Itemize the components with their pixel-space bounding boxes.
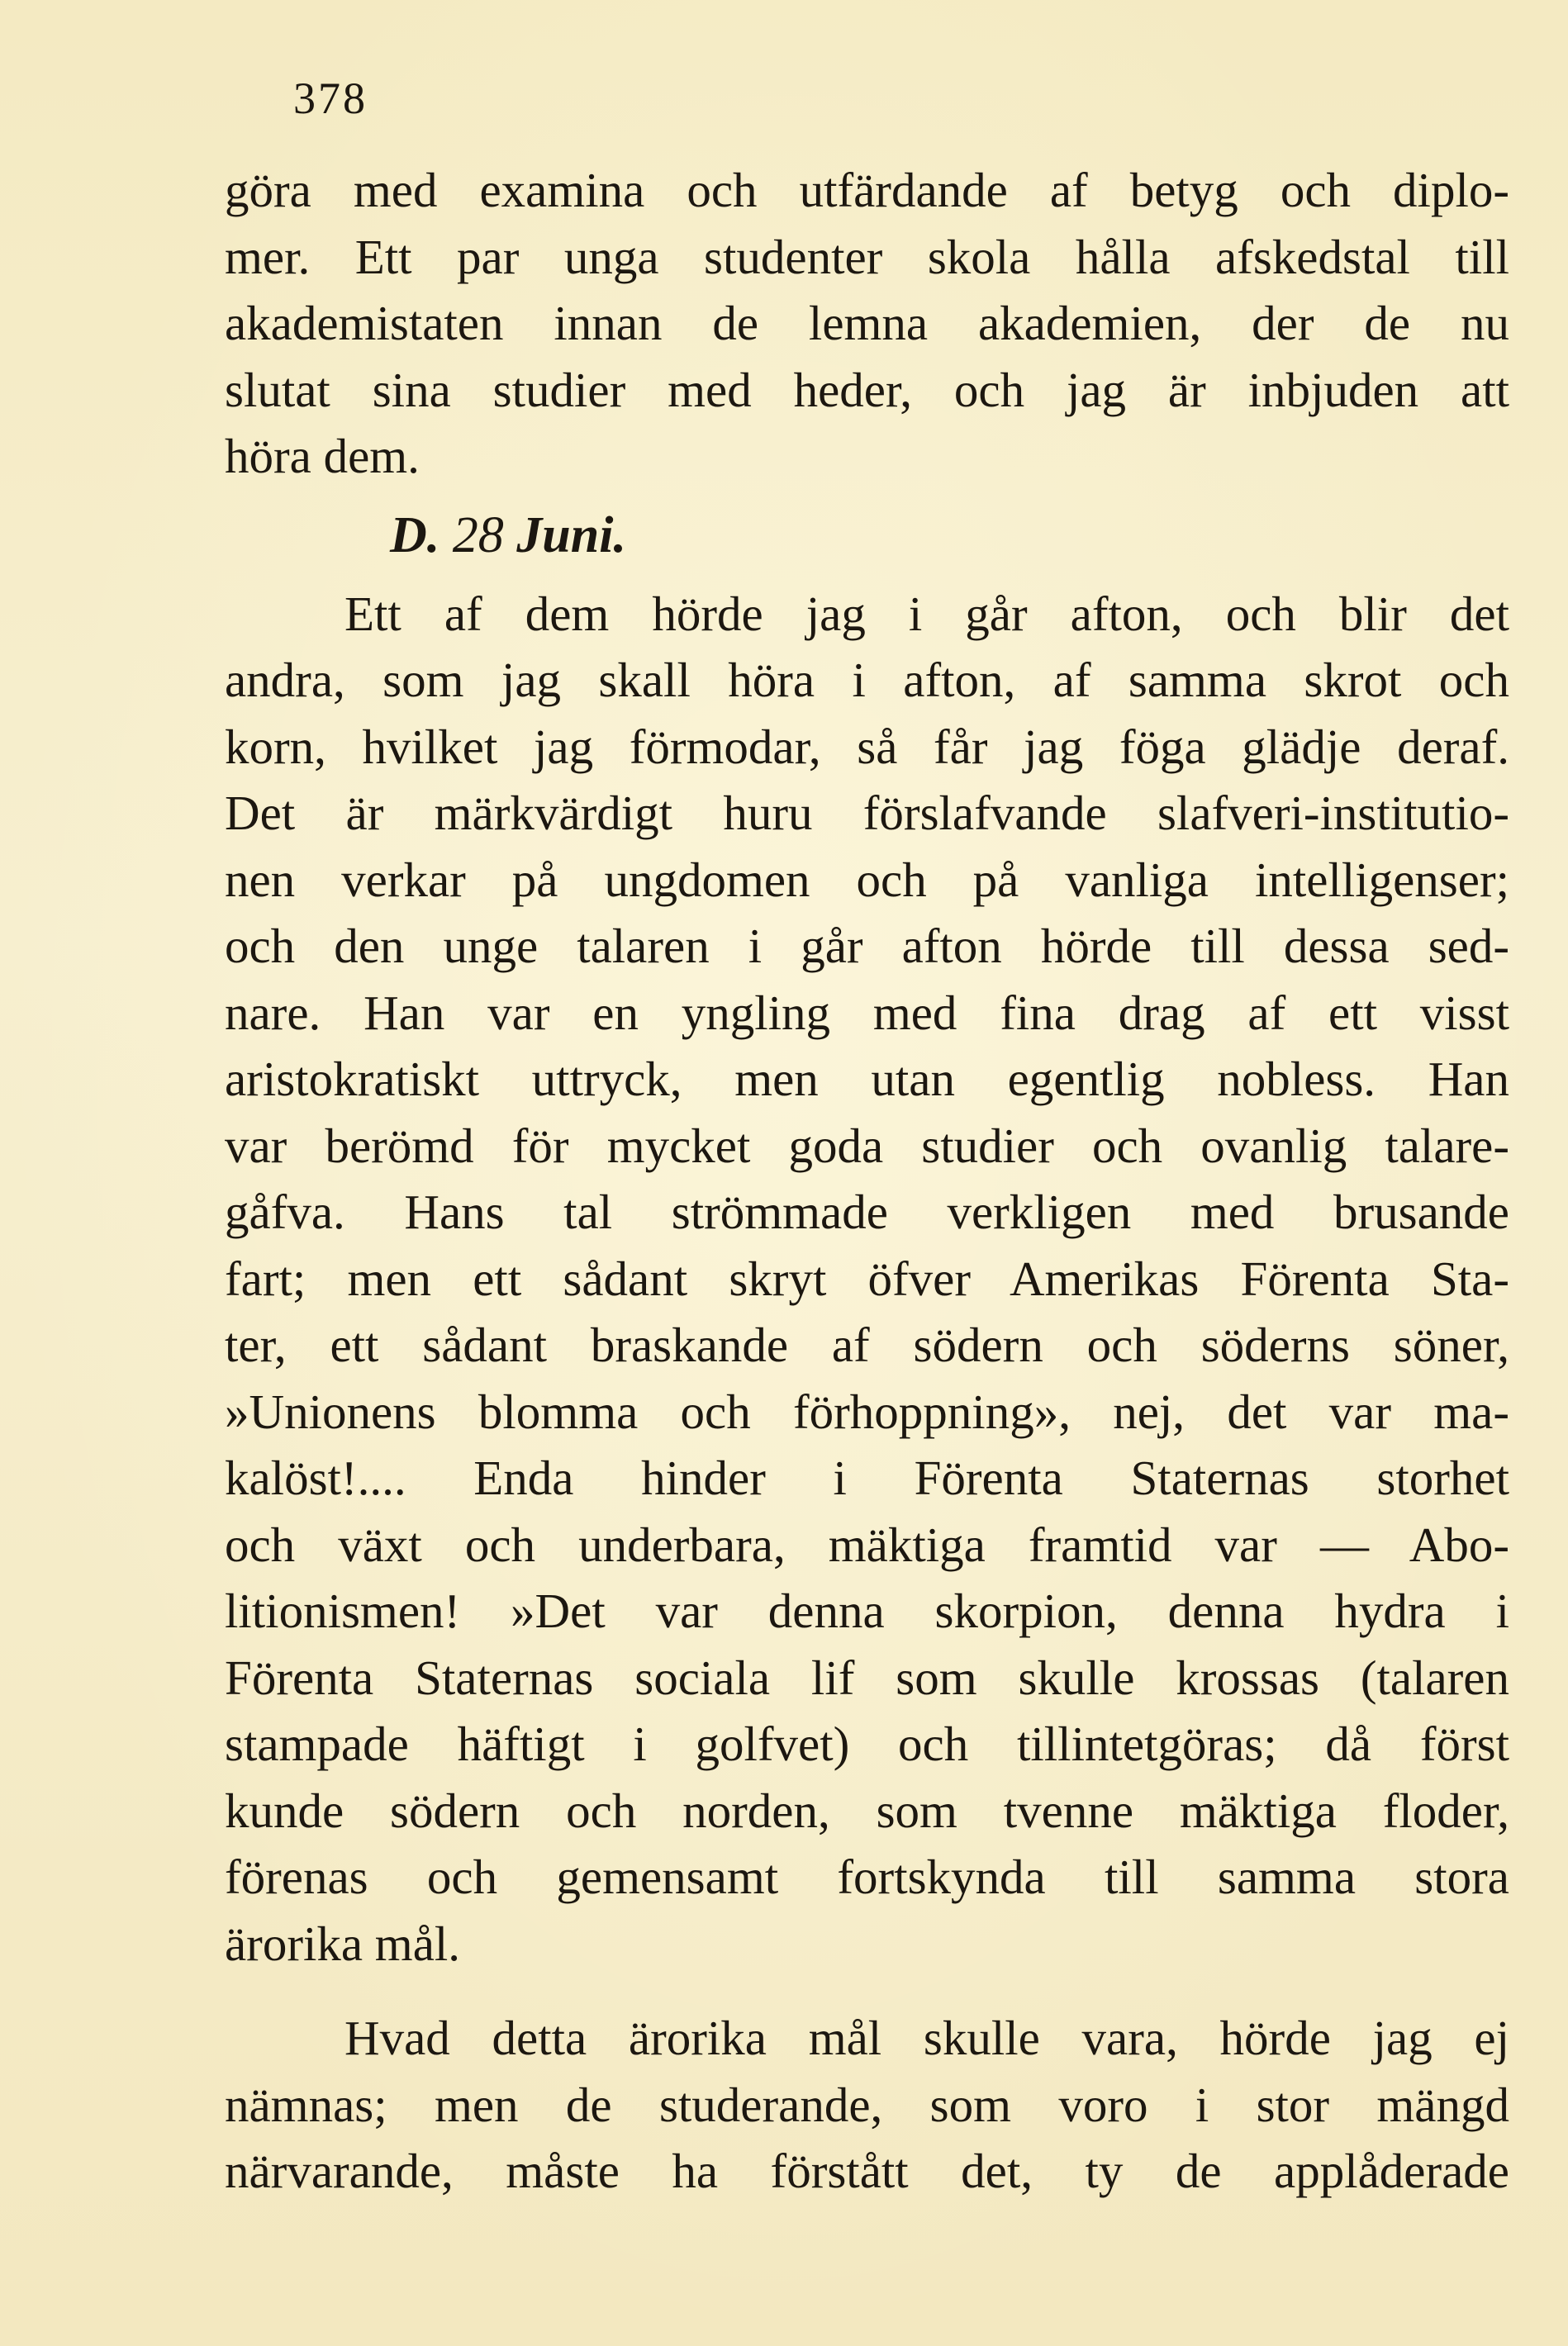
body-text bbox=[225, 157, 1509, 2205]
date-heading bbox=[225, 490, 1509, 581]
text-line: ärorika mål. bbox=[225, 1916, 461, 1971]
text-line: stampade häftigt i golfvet) och tillintetgöras; då först bbox=[225, 1717, 1509, 1771]
text-line: Hvad detta ärorika mål skulle vara, hörde jag ej bbox=[344, 2011, 1509, 2065]
text-line: ter, ett sådant braskande af södern och söderns söner, bbox=[225, 1318, 1509, 1372]
text-line: nen verkar på ungdomen och på vanliga intelligenser; bbox=[225, 852, 1509, 907]
text-line: andra, som jag skall höra i afton, af samma skrot och bbox=[225, 653, 1509, 707]
text-line: aristokratiskt uttryck, men utan egentlig nobless. Han bbox=[225, 1052, 1509, 1106]
text-line: mer. Ett par unga studenter skola hålla afskedstal till bbox=[225, 229, 1509, 284]
text-line: göra med examina och utfärdande af betyg och diplo- bbox=[225, 163, 1509, 217]
text-line: korn, hvilket jag förmodar, så får jag föga glädje deraf. bbox=[225, 719, 1509, 774]
text-line: förenas och gemensamt fortskynda till samma stora bbox=[225, 1850, 1509, 1904]
text-line: akademistaten innan de lemna akademien, der de nu bbox=[225, 296, 1509, 350]
text-line: »Unionens blomma och förhoppning», nej, det var ma- bbox=[225, 1384, 1509, 1439]
text-line: och den unge talaren i går afton hörde till dessa sed- bbox=[225, 919, 1509, 973]
date-day: 28 bbox=[452, 506, 504, 563]
text-line: kunde södern och norden, som tvenne mäktiga floder, bbox=[225, 1783, 1509, 1838]
paragraph-gap bbox=[225, 1977, 1509, 2005]
text-line: litionismen! »Det var denna skorpion, denna hydra i bbox=[225, 1584, 1509, 1638]
text-line: var berömd för mycket goda studier och ovanlig talare- bbox=[225, 1118, 1509, 1173]
text-line: närvarande, måste ha förstått det, ty de applåderade bbox=[225, 2144, 1509, 2198]
text-line: slutat sina studier med heder, och jag är inbjuden att bbox=[225, 362, 1509, 417]
date-prefix: D. bbox=[390, 506, 440, 563]
text-line: fart; men ett sådant skryt öfver Amerikas Förenta Sta- bbox=[225, 1251, 1509, 1306]
text-line: Det är märkvärdigt huru förslafvande slafveri-institutio- bbox=[225, 786, 1509, 840]
text-line: Ett af dem hörde jag i går afton, och blir det bbox=[344, 586, 1509, 641]
text-line: kalöst!.... Enda hinder i Förenta Staternas storhet bbox=[225, 1451, 1509, 1505]
text-line: gåfva. Hans tal strömmade verkligen med brusande bbox=[225, 1185, 1509, 1239]
page-number: 378 bbox=[293, 74, 368, 123]
text-line: Förenta Staternas sociala lif som skulle krossas (talaren bbox=[225, 1650, 1509, 1705]
text-line: nämnas; men de studerande, som voro i stor mängd bbox=[225, 2077, 1509, 2132]
text-line: höra dem. bbox=[225, 429, 420, 483]
date-month: Juni. bbox=[516, 506, 626, 563]
text-line: nare. Han var en yngling med fina drag af ett visst bbox=[225, 985, 1509, 1040]
text-line: och växt och underbara, mäktiga framtid var — Abo- bbox=[225, 1517, 1509, 1572]
